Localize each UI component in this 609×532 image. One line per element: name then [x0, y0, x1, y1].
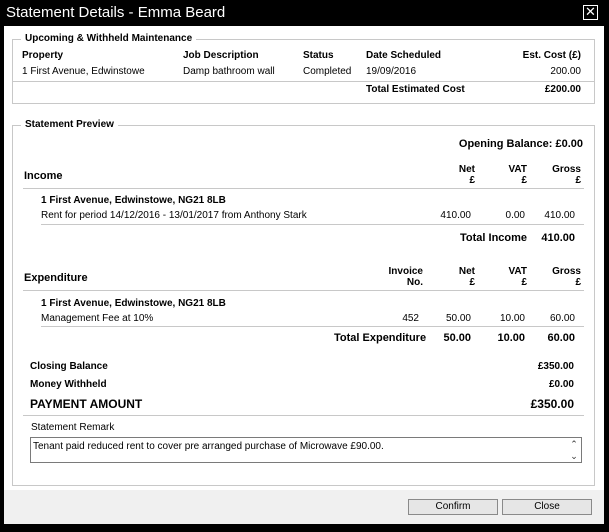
income-net-currency: £ [469, 175, 475, 186]
expenditure-invoice-no-header: No. [406, 277, 423, 288]
total-estimated-cost-label: Total Estimated Cost [366, 84, 465, 95]
income-property: 1 First Avenue, Edwinstowe, NG21 8LB [41, 195, 226, 206]
total-expenditure-net: 50.00 [443, 332, 471, 344]
statement-remark-text: Tenant paid reduced rent to cover pre arranged purchase of Microwave £90.00. [33, 441, 384, 452]
divider [41, 326, 584, 327]
scroll-down-icon[interactable]: ⌄ [570, 451, 578, 461]
statement-remark-textarea[interactable] [30, 437, 582, 463]
total-expenditure-gross: 60.00 [547, 332, 575, 344]
payment-amount-value: £350.00 [530, 397, 574, 411]
expenditure-vat-currency: £ [521, 277, 527, 288]
maintenance-status: Completed [303, 66, 352, 77]
money-withheld-value: £0.00 [548, 379, 574, 390]
divider [41, 224, 584, 225]
total-expenditure-vat: 10.00 [497, 332, 525, 344]
title-bar [0, 0, 609, 26]
expenditure-net-currency: £ [469, 277, 475, 288]
dialog-body [4, 26, 604, 490]
income-vat-header: VAT [508, 164, 527, 175]
total-expenditure-label: Total Expenditure [334, 332, 427, 344]
expenditure-line-invoice: 452 [402, 313, 419, 324]
maintenance-group [12, 33, 595, 104]
income-line-gross: 410.00 [544, 210, 575, 221]
income-gross-header: Gross [552, 164, 581, 175]
col-header-date-scheduled: Date Scheduled [366, 50, 442, 61]
dialog-footer [4, 490, 604, 524]
scroll-up-icon[interactable]: ⌃ [570, 439, 578, 449]
statement-remark-label: Statement Remark [31, 422, 115, 433]
income-heading: Income [24, 170, 63, 182]
expenditure-heading: Expenditure [24, 272, 88, 284]
expenditure-invoice-header: Invoice [388, 266, 423, 277]
col-header-status: Status [303, 50, 334, 61]
statement-preview-legend: Statement Preview [21, 119, 118, 131]
close-icon[interactable]: ✕ [583, 5, 598, 20]
income-vat-currency: £ [521, 175, 527, 186]
statement-preview-group [12, 119, 595, 486]
expenditure-vat-header: VAT [508, 266, 527, 277]
maintenance-legend: Upcoming & Withheld Maintenance [21, 33, 196, 45]
expenditure-line-net: 50.00 [445, 313, 471, 324]
divider [23, 415, 584, 416]
col-header-est-cost: Est. Cost (£) [522, 50, 581, 61]
payment-amount-label: PAYMENT AMOUNT [30, 397, 143, 411]
income-line-description: Rent for period 14/12/2016 - 13/01/2017 from Anthony Stark [41, 210, 307, 221]
divider [23, 290, 584, 291]
opening-balance: Opening Balance: £0.00 [458, 138, 583, 150]
expenditure-line-vat: 10.00 [499, 313, 525, 324]
total-income-label: Total Income [460, 232, 528, 244]
col-header-property: Property [22, 50, 64, 61]
closing-balance-label: Closing Balance [30, 361, 108, 372]
expenditure-net-header: Net [458, 266, 475, 277]
col-header-job-description: Job Description [183, 50, 259, 61]
maintenance-job: Damp bathroom wall [183, 66, 275, 77]
total-estimated-cost-value: £200.00 [544, 84, 581, 95]
close-button[interactable]: Close [502, 499, 592, 515]
closing-balance-value: £350.00 [537, 361, 574, 372]
maintenance-property: 1 First Avenue, Edwinstowe [22, 66, 145, 77]
income-line-net: 410.00 [440, 210, 471, 221]
expenditure-line-gross: 60.00 [549, 313, 575, 324]
expenditure-gross-currency: £ [575, 277, 581, 288]
divider [23, 188, 584, 189]
expenditure-line-description: Management Fee at 10% [41, 313, 154, 324]
divider [13, 81, 594, 82]
money-withheld-label: Money Withheld [30, 379, 107, 390]
window-title: Statement Details - Emma Beard [6, 4, 226, 21]
income-net-header: Net [458, 164, 475, 175]
confirm-button[interactable]: Confirm [408, 499, 498, 515]
maintenance-date: 19/09/2016 [366, 66, 417, 77]
income-line-vat: 0.00 [505, 210, 525, 221]
expenditure-gross-header: Gross [552, 266, 581, 277]
maintenance-cost: 200.00 [550, 66, 581, 77]
total-income-value: 410.00 [541, 232, 575, 244]
expenditure-property: 1 First Avenue, Edwinstowe, NG21 8LB [41, 298, 226, 309]
income-gross-currency: £ [575, 175, 581, 186]
